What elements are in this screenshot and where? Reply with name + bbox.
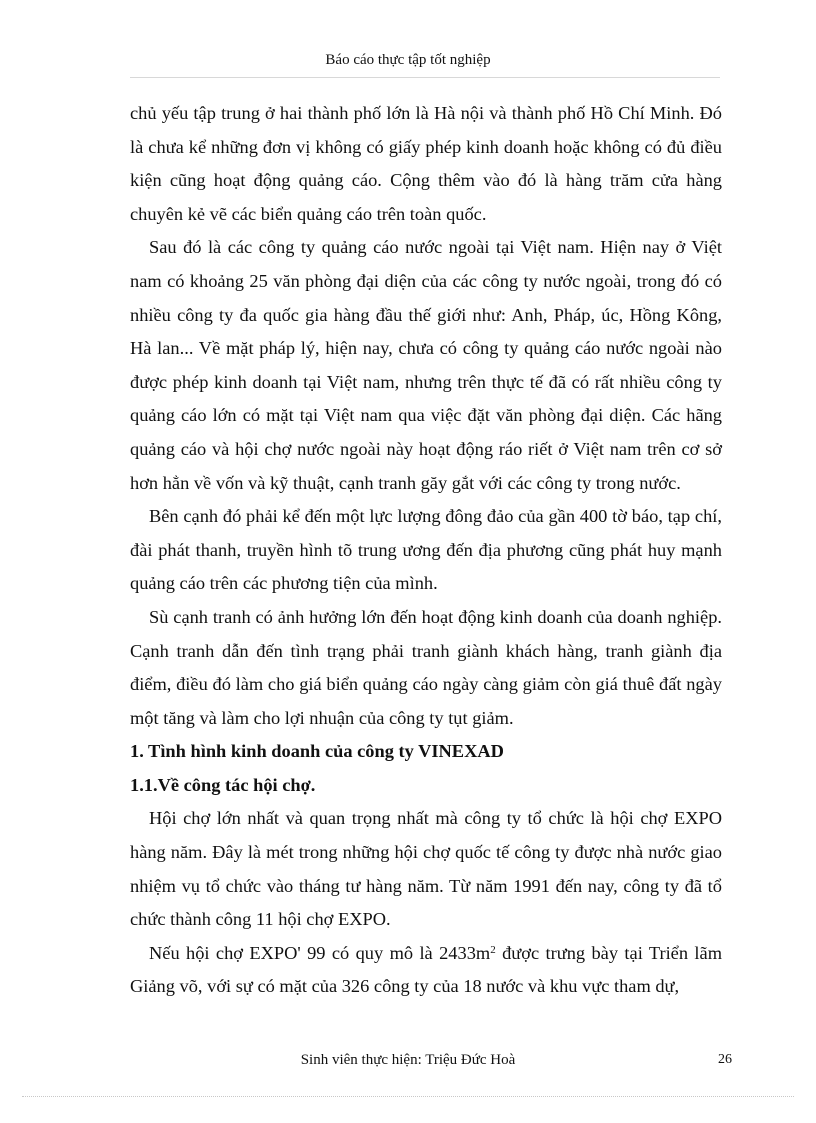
paragraph-text: được trưng bày tại Triển lãm Giảng võ, với sự có mặt của 326 công ty của 18 nước và khu vực tham dự, xyxy=(130,942,722,997)
superscript: 2 xyxy=(490,943,496,956)
paragraph: chủ yếu tập trung ở hai thành phố lớn là Hà nội và thành phố Hồ Chí Minh. Đó là chưa kể những đơn vị không có giấy phép kinh doanh hoặc không có đủ điều kiện cũng hoạt động quảng cáo. Cộng thêm vào đó là hàng trăm cửa hàng chuyên kẻ vẽ các biển quảng cáo trên toàn quốc. xyxy=(130,103,722,224)
page-footer: Sinh viên thực hiện: Triệu Đức Hoà xyxy=(300,1052,516,1068)
paragraph: Sau đó là các công ty quảng cáo nước ngoài tại Việt nam. Hiện nay ở Việt nam có khoảng 25 văn phòng đại diện của các công ty nước ngoài, trong đó có nhiều công ty đa quốc gia hàng đầu thế giới như: Anh, Pháp, úc, Hồng Kông, Hà lan... Về mặt pháp lý, hiện nay, chưa có công ty quảng cáo nước ngoài nào được phép kinh doanh tại Việt nam, nhưng trên thực tế đã có rất nhiều công ty quảng cáo lớn có mặt tại Việt nam qua việc đặt văn phòng đại diện. Các hãng quảng cáo và hội chợ nước ngoài này hoạt động ráo riết ở Việt nam trên cơ sở hơn hẳn về vốn và kỹ thuật, cạnh tranh găy gắt với các công ty trong nước. xyxy=(130,237,722,493)
page-header: Báo cáo thực tập tốt nghiệp xyxy=(325,52,491,68)
paragraph: Sù cạnh tranh có ảnh hưởng lớn đến hoạt động kinh doanh của doanh nghiệp. Cạnh tranh dẫn đến tình trạng phải tranh giành khách hàng, tranh giành địa điểm, điều đó làm cho giá biển quảng cáo ngày càng giảm còn giá thuê đất ngày một tăng và làm cho lợi nhuận của công ty tụt giảm. xyxy=(130,606,722,728)
subsection-heading: 1.1.Về công tác hội chợ. xyxy=(130,774,316,795)
paragraph: Hội chợ lớn nhất và quan trọng nhất mà công ty tổ chức là hội chợ EXPO hàng năm. Đây là mét trong những hội chợ quốc tế công ty được nhà nước giao nhiệm vụ tổ chức vào tháng tư hàng năm. Từ năm 1991 đến nay, công ty đã tổ chức thành công 11 hội chợ EXPO. xyxy=(130,808,722,930)
page-break-divider xyxy=(22,1096,794,1097)
page-number: 26 xyxy=(718,1052,732,1067)
page-body xyxy=(130,97,722,1004)
paragraph-text: Nếu hội chợ EXPO' 99 có quy mô là 2433m xyxy=(149,942,491,963)
paragraph: Bên cạnh đó phải kể đến một lực lượng đông đảo của gần 400 tờ báo, tạp chí, đài phát thanh, truyền hình tõ trung ương đến địa phương cũng phát huy mạnh quảng cáo trên các phương tiện của mình. xyxy=(130,506,722,594)
header-divider xyxy=(130,77,720,78)
section-heading: 1. Tình hình kinh doanh của công ty VINEXAD xyxy=(130,741,504,762)
paragraph xyxy=(130,937,722,1004)
